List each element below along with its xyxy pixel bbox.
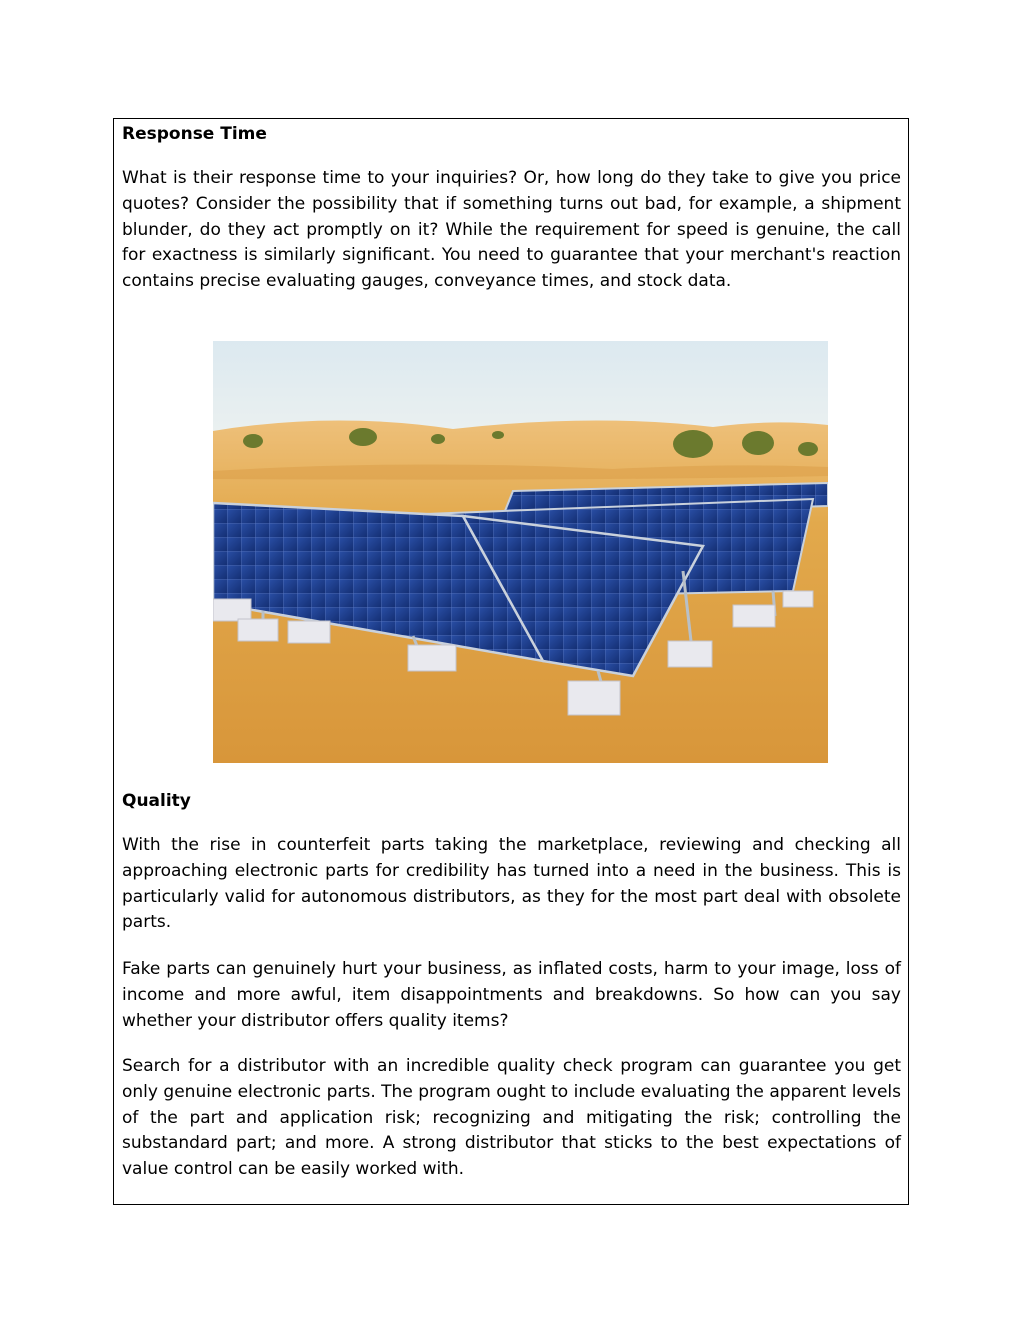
quality-paragraph-2: Fake parts can genuinely hurt your business, as inflated costs, harm to your image, loss of income and more awful, item disappointments and breakdowns. So how can you say whether your distributor offers quality items? [122, 959, 901, 1031]
response-time-paragraph: What is their response time to your inquiries? Or, how long do they take to give you price quotes? Consider the possibility that if something turns out bad, for example, a shipment blunder, do they act promptly on it? While the requirement for speed is genuine, the call for exactness is similarly significant. You need to guarantee that your merchant's reaction contains precise evaluating gauges, conveyance times, and stock data. [122, 168, 901, 292]
response-time-heading: Response Time [122, 124, 267, 144]
quality-heading: Quality [122, 791, 191, 811]
quality-paragraph-1: With the rise in counterfeit parts taking the marketplace, reviewing and checking all approaching electronic parts for credibility has turned into a need in the business. This is particularly valid for autonomous distributors, as they for the most part deal with obsolete parts. [122, 835, 901, 933]
solar-panels-photo [213, 341, 828, 763]
content-box [113, 118, 909, 1205]
quality-paragraph-3: Search for a distributor with an incredible quality check program can guarantee you get only genuine electronic parts. The program ought to include evaluating the apparent levels of the part and application risk; recognizing and mitigating the risk; controlling the substandard part; and more. A strong distributor that sticks to the best expectations of value control can be easily worked with. [122, 1056, 901, 1180]
